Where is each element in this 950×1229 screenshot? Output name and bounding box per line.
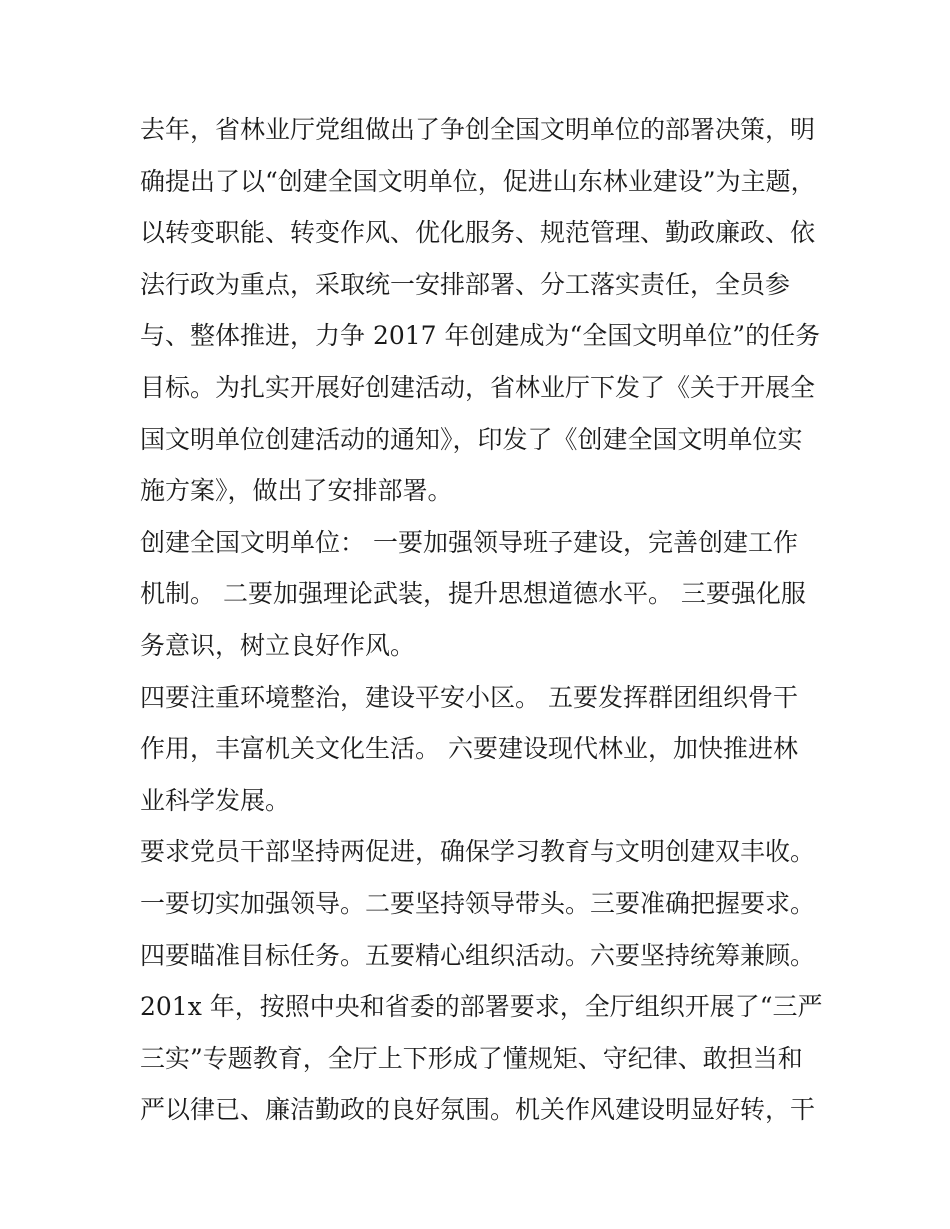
text-line: 业科学发展。 [140,785,291,815]
text-line: 与、整体推进，力争 2017 年创建成为“全国文明单位”的任务 [140,321,821,351]
paragraph-2 [140,517,820,672]
text-line: 务意识，树立良好作风。 [140,630,416,660]
paragraph-4 [140,826,820,981]
text-line: 施方案》，做出了安排部署。 [140,476,453,506]
text-line: 以转变职能、转变作风、优化服务、规范管理、勤政廉政、依 [140,218,816,248]
paragraph-5 [140,981,823,1136]
text-line: 国文明单位创建活动的通知》，印发了《创建全国文明单位实 [140,424,803,454]
paragraph-3 [140,672,820,827]
text-line: 201x 年，按照中央和省委的部署要求，全厅组织开展了“三严 [140,992,823,1022]
text-line: 严以律已、廉洁勤政的良好氛围。机关作风建设明显好转，干 [140,1095,816,1125]
text-line: 四要注重环境整治，建设平安小区。 五要发挥群团组织骨干 [140,682,798,712]
text-line: 要求党员干部坚持两促进，确保学习教育与文明创建双丰收。 [140,837,816,867]
text-line: 确提出了以“创建全国文明单位，促进山东林业建设”为主题， [140,166,816,196]
text-line: 一要切实加强领导。二要坚持领导带头。三要准确把握要求。 [140,888,816,918]
text-line: 去年，省林业厅党组做出了争创全国文明单位的部署决策，明 [140,115,816,144]
text-line: 机制。 二要加强理论武装，提升思想道德水平。 三要强化服 [140,579,806,609]
text-line: 作用，丰富机关文化生活。 六要建设现代林业，加快推进林 [140,734,798,764]
text-line: 四要瞄准目标任务。五要精心组织活动。六要坚持统筹兼顾。 [140,940,816,970]
paragraph-1 [140,104,820,517]
text-line: 目标。为扎实开展好创建活动，省林业厅下发了《关于开展全 [140,372,816,402]
text-line: 三实”专题教育，全厅上下形成了懂规矩、守纪律、敢担当和 [140,1043,803,1073]
document-body [140,104,823,1136]
text-line: 创建全国文明单位： 一要加强领导班子建设，完善创建工作 [140,527,798,557]
text-line: 法行政为重点，采取统一安排部署、分工落实责任，全员参 [140,269,791,299]
